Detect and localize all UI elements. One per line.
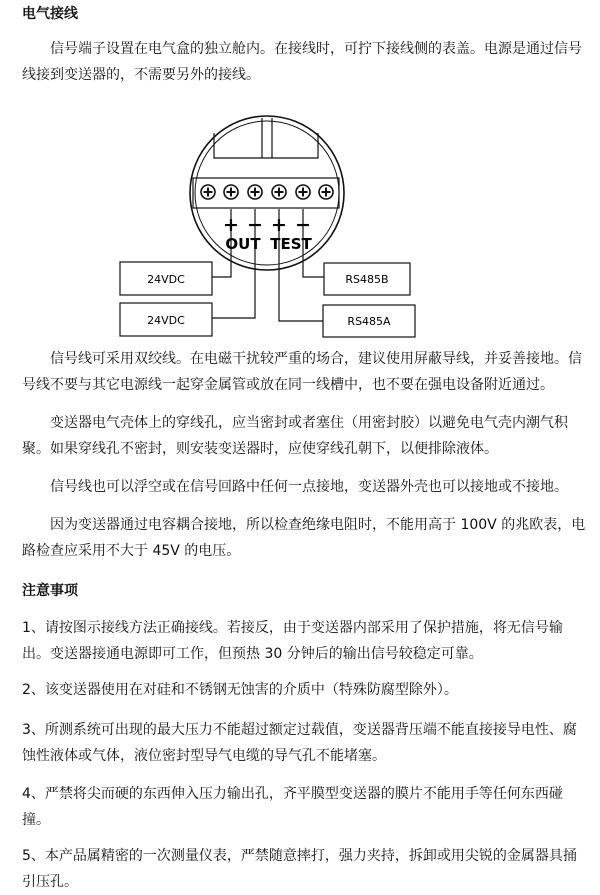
out-plus-sign: +	[223, 214, 239, 236]
paragraph-cable-hole: 变送器电气壳体上的穿线孔，应当密封或者塞住（用密封胶）以避免电气壳内潮气积聚。如果穿线孔不密封，则安装变送器时，应使穿线孔朝下，以便排除液体。	[22, 415, 568, 457]
terminal-screw-icon	[272, 185, 286, 199]
box-rs485a-label: RS485A	[347, 315, 391, 328]
note-item: 3、所测系统可出现的最大压力不能超过额定过载值，变送器背压端不能直接接导电性、腐蚀性液体或气体，液位密封型导气电缆的导气孔不能堵塞。	[22, 722, 577, 764]
box-24vdc-bottom-label: 24VDC	[147, 314, 185, 327]
test-label: TEST	[270, 235, 312, 253]
terminal-screw-icon	[201, 185, 215, 199]
compartment-divider	[214, 133, 318, 158]
note-item: 1、请按图示接线方法正确接线。若接反，由于变送器内部采用了保护措施，将无信号输出。变送器接通电源即可工作，但预热 30 分钟后的输出信号较稳定可靠。	[22, 620, 563, 662]
out-label: OUT	[225, 235, 261, 253]
paragraph-terminal-intro: 信号端子设置在电气盒的独立舱内。在接线时，可拧下接线侧的表盖。电源是通过信号线接到变送器的，不需要另外的接线。	[22, 41, 582, 83]
test-plus-sign: +	[271, 214, 287, 236]
terminal-screw-icon	[319, 185, 333, 199]
terminal-screw-icon	[248, 185, 262, 199]
note-item: 4、严禁将尖而硬的东西伸入压力输出孔，齐平膜型变送器的膜片不能用手等任何东西碰撞。	[22, 786, 563, 828]
box-rs485b-label: RS485B	[345, 273, 389, 286]
paragraph-insulation: 因为变送器通过电容耦合接地，所以检查绝缘电阻时，不能用高于 100V 的兆欧表，电路检查应采用不大于 45V 的电压。	[22, 517, 586, 559]
note-item: 5、本产品属精密的一次测量仪表，严禁随意摔打，强力夹持，拆卸或用尖锐的金属器具捅引压孔。	[22, 848, 577, 890]
terminal-screw-icon	[296, 185, 310, 199]
paragraph-signal-wire: 信号线可采用双绞线。在电磁干扰较严重的场合，建议使用屏蔽导线，并妥善接地。信号线不要与其它电源线一起穿金属管或放在同一线槽中，也不要在强电设备附近通过。	[22, 351, 582, 393]
terminal-screw-icon	[224, 185, 238, 199]
test-minus-sign: −	[295, 214, 311, 236]
out-minus-sign: −	[247, 214, 263, 236]
wiring-diagram	[0, 100, 600, 345]
box-24vdc-top-label: 24VDC	[147, 273, 185, 286]
note-item: 2、该变送器使用在对硅和不锈钢无蚀害的介质中（特殊防腐型除外）。	[22, 682, 458, 698]
paragraph-grounding: 信号线也可以浮空或在信号回路中任何一点接地，变送器外壳也可以接地或不接地。	[50, 479, 568, 495]
section-heading-wiring: 电气接线	[22, 6, 78, 22]
section-heading-notes: 注意事项	[22, 583, 78, 599]
